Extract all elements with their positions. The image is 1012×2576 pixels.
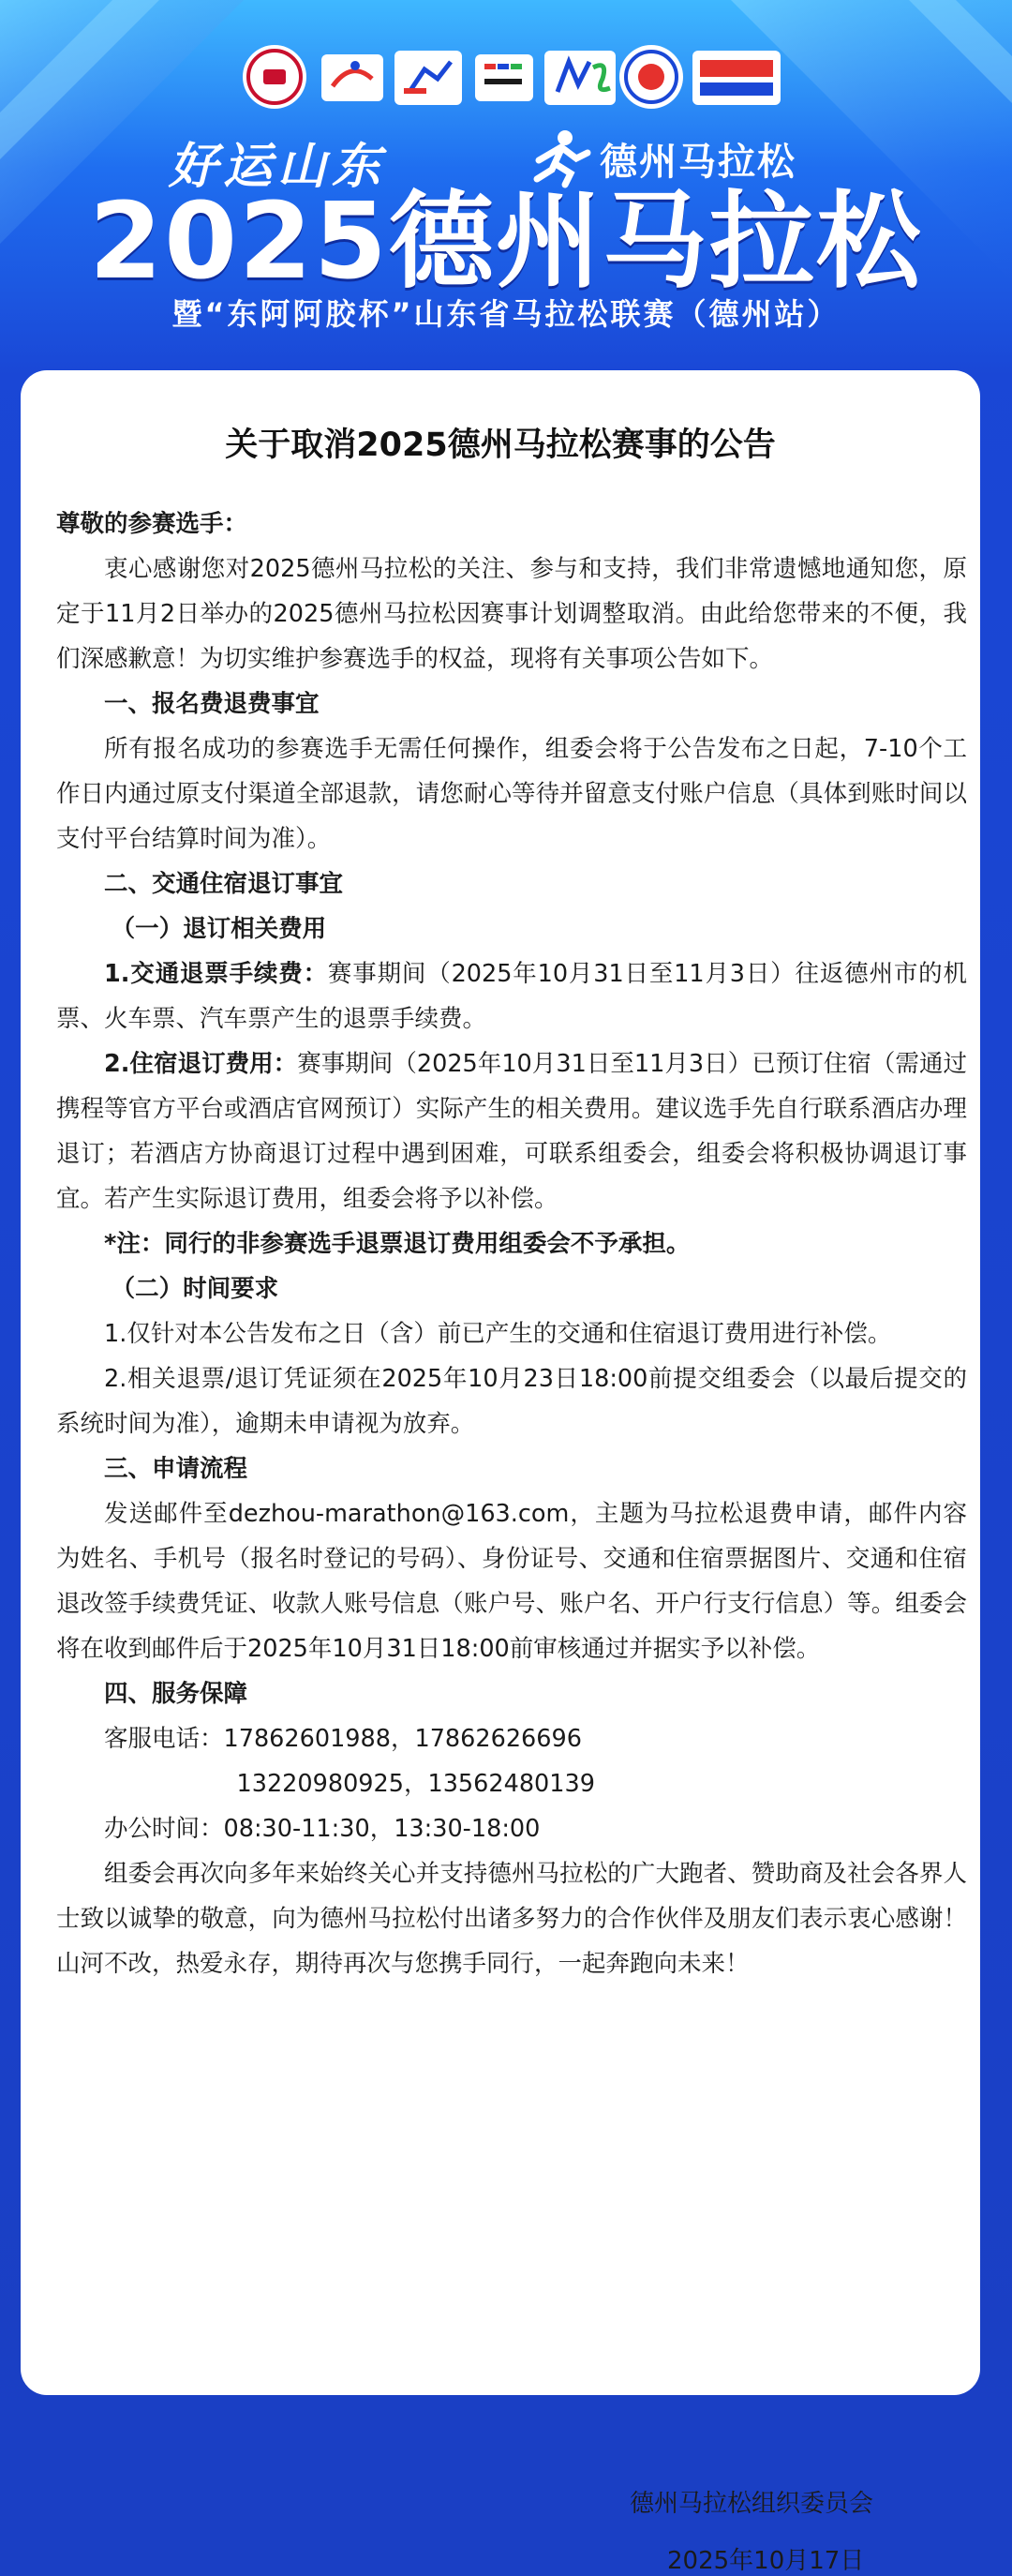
runner-logo [394, 51, 462, 105]
section1-heading: 一、报名费退费事宜 [104, 690, 320, 718]
header-banner [0, 0, 1012, 375]
hours-label: 办公时间： [104, 1815, 224, 1843]
phone-row-1 [56, 1716, 967, 1761]
time-requirement-2: 2.相关退票/退订凭证须在2025年10月23日18:00前提交组委会（以最后提交的系统时间为准），逾期未申请视为放弃。 [56, 1365, 967, 1438]
brand-text: 德州马拉松 [600, 141, 796, 184]
office-hours: 08:30-11:30，13:30-18:00 [223, 1815, 541, 1843]
notice-body [56, 502, 967, 1986]
intro-paragraph: 衷心感谢您对2025德州马拉松的关注、参与和支持，我们非常遗憾地通知您，原定于11月2日举办的2025德州马拉松因赛事计划调整取消。由此给您带来的不便，我们深感歉意！为切实维护参赛选手的权益，现将有关事项公告如下。 [56, 555, 967, 673]
section2-note: *注：同行的非参赛选手退票退订费用组委会不予承担。 [104, 1230, 691, 1258]
transport-item-label: 1.交通退票手续费： [104, 960, 328, 988]
runner-badge-logo [619, 45, 683, 109]
phone-label: 客服电话： [104, 1725, 224, 1753]
section2-heading: 二、交通住宿退订事宜 [104, 870, 344, 898]
hotel-item [56, 1041, 967, 1221]
shandong-marathon-series-logo [544, 51, 616, 105]
section2-sub2: （二）时间要求 [111, 1275, 279, 1303]
haoyun-shandong-logo [475, 54, 533, 101]
hours-row [56, 1806, 967, 1851]
badge-logo-2 [321, 54, 383, 101]
section4-heading: 四、服务保障 [104, 1680, 248, 1708]
phone-row-2 [56, 1761, 967, 1806]
transport-item-text: 赛事期间（2025年10月31日至11月3日）往返德州市的机票、火车票、汽车票产生的退票手续费。 [56, 960, 967, 1033]
badge-logo-1 [243, 45, 306, 109]
event-subtitle: 暨“东阿阿胶杯”山东省马拉松联赛（德州站） [171, 296, 841, 332]
hotel-item-text: 赛事期间（2025年10月31日至11月3日）已预订住宿（需通过携程等官方平台或酒店官网预订）实际产生的相关费用。建议选手先自行联系酒店办理退订；若酒店方协商退订过程中遇到困难，可联系组委会，组委会将积极协调退订事宜。若产生实际退订费用，组委会将予以补偿。 [56, 1050, 967, 1213]
section3-text: 发送邮件至dezhou-marathon@163.com，主题为马拉松退费申请，邮件内容为姓名、手机号（报名时登记的号码）、身份证号、交通和住宿票据图片、交通和住宿退改签手续费凭证、收款人账号信息（账户号、账户名、开户行支行信息）等。组委会将在收到邮件后于2025年10月31日18:00前审核通过并据实予以补偿。 [56, 1500, 967, 1663]
signature: 德州马拉松组织委员会 [630, 2490, 874, 2518]
phone-numbers-1: 17862601988，17862626696 [223, 1725, 582, 1753]
phone-numbers-2: 13220980925，13562480139 [236, 1770, 595, 1798]
slogan-text: 好运山东 [169, 138, 387, 195]
section3-heading: 三、申请流程 [104, 1455, 248, 1483]
main-title: 2025德州马拉松 [89, 181, 923, 303]
salutation: 尊敬的参赛选手： [56, 510, 248, 538]
section1-text: 所有报名成功的参赛选手无需任何操作，组委会将于公告发布之日起，7-10个工作日内通过原支付渠道全部退款，请您耐心等待并留意支付账户信息（具体到账时间以支付平台结算时间为准）。 [56, 735, 967, 853]
rapid-sports-logo [692, 51, 781, 105]
notice-title: 关于取消2025德州马拉松赛事的公告 [225, 427, 776, 464]
closing-paragraph: 组委会再次向多年来始终关心并支持德州马拉松的广大跑者、赞助商及社会各界人士致以诚挚的敬意，向为德州马拉松付出诸多努力的合作伙伴及朋友们表示衷心感谢！山河不改，热爱永存，期待再次与您携手同行，一起奔跑向未来！ [56, 1860, 967, 1978]
notice-card [21, 370, 980, 2575]
transport-item [56, 951, 967, 1041]
runner-icon [528, 127, 593, 187]
time-requirement-1: 1.仅针对本公告发布之日（含）前已产生的交通和住宿退订费用进行补偿。 [104, 1320, 892, 1348]
sponsor-logo-strip [239, 41, 782, 112]
section2-sub1: （一）退订相关费用 [111, 915, 327, 943]
hotel-item-label: 2.住宿退订费用： [104, 1050, 298, 1078]
notice-date: 2025年10月17日 [667, 2547, 865, 2575]
